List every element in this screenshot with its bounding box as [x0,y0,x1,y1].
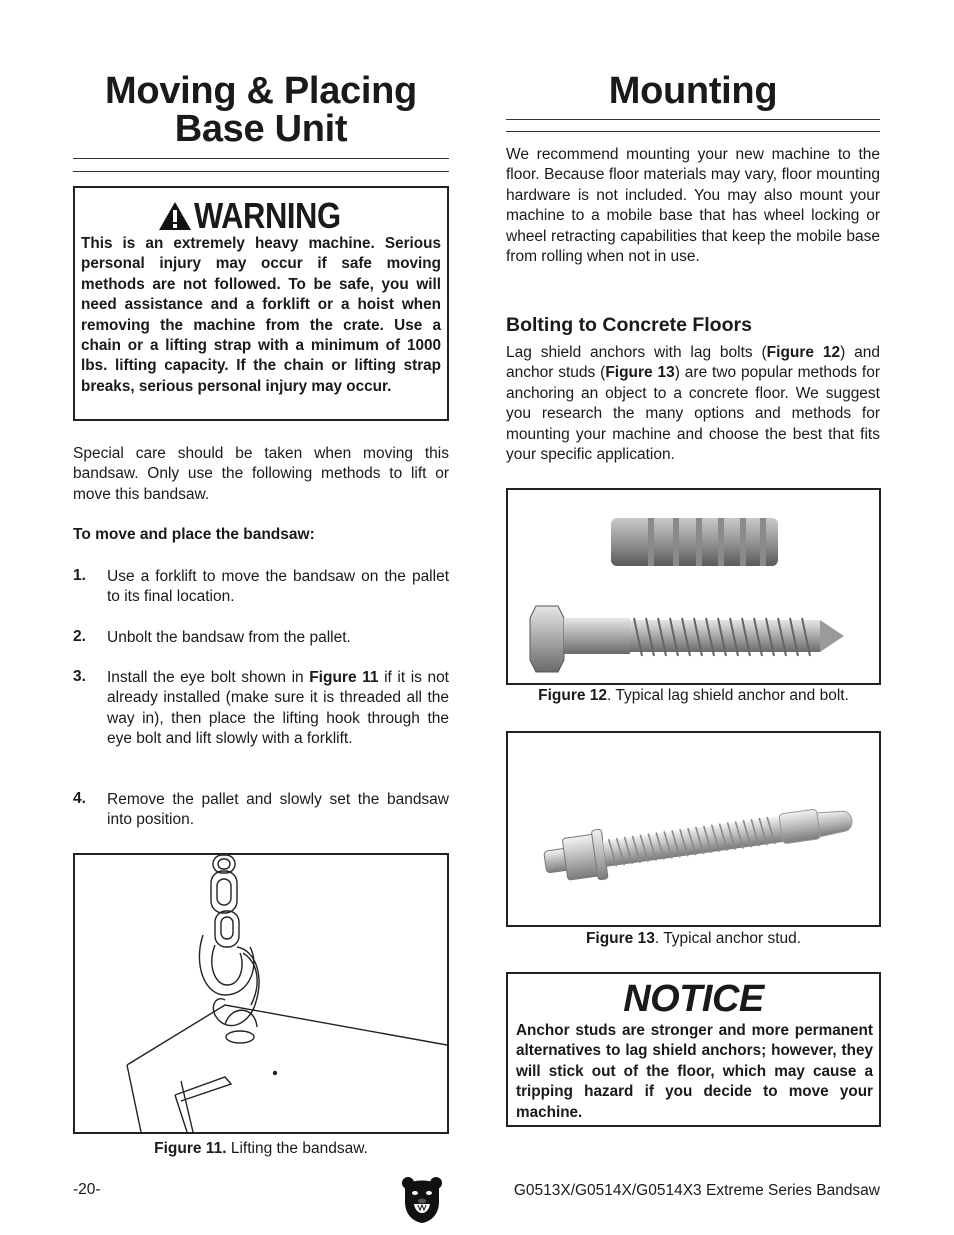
figure-13-text: . Typical anchor stud. [654,930,802,947]
moving-intro: Special care should be taken when moving this bandsaw. Only use the following methods to lift or move this bandsaw. [73,445,449,503]
figure-13-caption [506,930,881,948]
right-title-rule-top [506,119,880,120]
notice-body: Anchor studs are stronger and more permanent alternatives to lag shield anchors; however, they will stick out of the floor, which may cause a tripping hazard if you decide to move your machine. [516,1022,873,1121]
figure-13-frame [506,731,881,927]
step-3-text [107,668,449,750]
lag-shield-anchor-photo [508,490,879,683]
notice-box [506,972,881,1127]
lifting-hook-illustration [75,855,447,1132]
left-title-rule-top [73,158,449,159]
bolting-paragraph [506,343,880,465]
mounting-title: Mounting [608,70,778,112]
step-2-text: Unbolt the bandsaw from the pallet. [107,629,351,646]
step-4-number: 4. [73,790,86,807]
left-section-title [73,72,449,148]
bolting-text-b: ) and anchor studs ( [506,344,880,382]
figure-11-label: Figure 11. [154,1140,227,1157]
warning-triangle-icon [158,200,192,232]
bolting-fig12-ref: Figure 12 [766,344,841,361]
right-title-rule-bottom [506,131,880,132]
step-3-text-a: Install the eye bolt shown in [107,669,310,686]
bolting-subheading: Bolting to Concrete Floors [506,314,752,336]
step-1-text: Use a forklift to move the bandsaw on the pallet to its final location. [107,568,449,606]
page-number: -20- [73,1181,101,1198]
figure-13-label: Figure 13 [585,930,655,947]
step-3-number: 3. [73,668,86,685]
left-title-line2: Base Unit [174,108,348,150]
bolting-fig13-ref: Figure 13 [605,364,675,382]
figure-12-label: Figure 12 [538,687,608,704]
step-4-text: Remove the pallet and slowly set the bandsaw into position. [107,791,449,829]
figure-11-text: Lifting the bandsaw. [226,1140,368,1157]
steps-heading: To move and place the bandsaw: [73,526,315,543]
anchor-stud-photo [508,733,879,925]
figure-11-frame [73,853,449,1134]
warning-body: This is an extremely heavy machine. Serious personal injury may occur if safe moving methods are not followed. To be safe, you will need assistance and a forklift or a hoist when removing the machine from the crate. Use a chain or a lifting strap with a minimum of 1000 lbs. lifting capacity. If the chain or lifting strap breaks, serious personal injury may occur. [81,235,441,395]
left-title-rule-bottom [73,171,449,172]
notice-title: NOTICE [623,978,764,1020]
warning-header [75,194,447,238]
bolting-text-a: Lag shield anchors with lag bolts ( [506,344,767,361]
step-1-number: 1. [73,567,86,584]
figure-12-text: . Typical lag shield anchor and bolt. [607,687,849,704]
warning-box [73,186,449,421]
figure-12-frame [506,488,881,685]
manual-title: G0513X/G0514X/G0514X3 Extreme Series Bandsaw [513,1182,880,1199]
step-3-text-b: if it is not already installed (make sure it is threaded all the way in), then place the lifting hook through the eye bolt and lift slowly with a forklift. [107,669,449,748]
figure-12-caption [506,687,881,705]
grizzly-bear-logo [401,1174,443,1224]
warning-title: WARNING [193,195,341,236]
step-2-number: 2. [73,628,86,645]
step-3-figure-ref: Figure 11 [309,669,379,686]
left-title-line1: Moving & Placing [105,70,417,112]
mounting-intro: We recommend mounting your new machine to the floor. Because floor materials may vary, floor mounting hardware is not included. You may also mount your machine to a mobile base that has wheel locking or wheel retracting capabilities that keep the mobile base from rolling when not in use. [506,146,880,266]
bolting-text-c: ) are two popular methods for anchoring an object to a concrete floor. We suggest you research the many options and methods for mounting your machine and choose the best that fits your specific application. [506,364,880,464]
figure-11-caption [73,1140,449,1158]
